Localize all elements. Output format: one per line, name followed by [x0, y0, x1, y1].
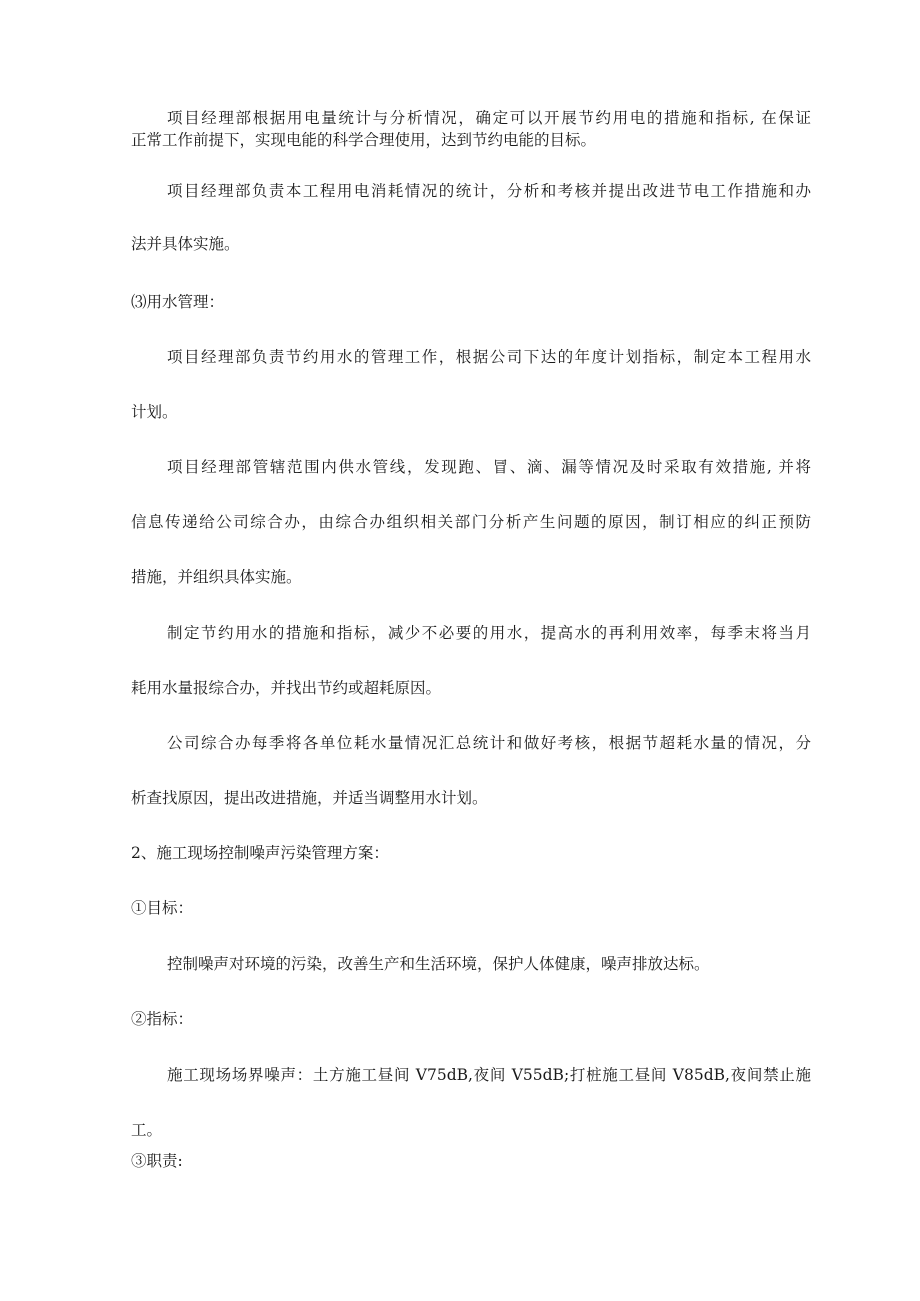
paragraph-water-assessment-line-2: 析查找原因，提出改进措施，并适当调整用水计划。: [131, 789, 488, 807]
paragraph-noise-limits-line-1: 施工现场场界噪声：土方施工昼间 V75dB,夜间 V55dB;打桩施工昼间 V85dB,夜间禁止施: [167, 1066, 811, 1084]
heading-noise-control-plan: 2、施工现场控制噪声污染管理方案：: [131, 844, 389, 862]
paragraph-electricity-stats-line-1: 项目经理部根据用电量统计与分析情况，确定可以开展节约用电的措施和指标, 在保证: [167, 109, 811, 127]
paragraph-electricity-consumption-line-1: 项目经理部负责本工程用电消耗情况的统计，分析和考核并提出改进节电工作措施和办: [167, 182, 811, 200]
paragraph-electricity-consumption-line-2: 法并具体实施。: [131, 235, 240, 253]
heading-water-management: ⑶用水管理：: [131, 293, 225, 311]
paragraph-water-plan-line-1: 项目经理部负责节约用水的管理工作，根据公司下达的年度计划指标，制定本工程用水: [167, 348, 811, 366]
paragraph-water-assessment-line-1: 公司综合办每季将各单位耗水量情况汇总统计和做好考核，根据节超耗水量的情况，分: [167, 734, 811, 752]
paragraph-electricity-stats-line-2: 正常工作前提下，实现电能的科学合理使用，达到节约电能的目标。: [131, 131, 597, 149]
paragraph-noise-target: 控制噪声对环境的污染，改善生产和生活环境，保护人体健康，噪声排放达标。: [167, 955, 710, 973]
heading-target: ①目标：: [131, 899, 194, 917]
paragraph-water-pipeline-line-2: 信息传递给公司综合办，由综合办组织相关部门分析产生问题的原因，制订相应的纠正预防: [131, 513, 811, 531]
paragraph-water-plan-line-2: 计划。: [131, 403, 178, 421]
paragraph-water-pipeline-line-1: 项目经理部管辖范围内供水管线，发现跑、冒、滴、漏等情况及时采取有效措施, 并将: [167, 458, 811, 476]
paragraph-water-saving-line-2: 耗用水量报综合办，并找出节约或超耗原因。: [131, 679, 442, 697]
heading-indicators: ②指标：: [131, 1010, 194, 1028]
paragraph-water-pipeline-line-3: 措施，并组织具体实施。: [131, 568, 302, 586]
paragraph-water-saving-line-1: 制定节约用水的措施和指标，减少不必要的用水，提高水的再利用效率，每季末将当月: [167, 624, 811, 642]
heading-responsibilities: ③职责:: [131, 1152, 183, 1170]
paragraph-noise-limits-line-2: 工。: [131, 1121, 163, 1139]
